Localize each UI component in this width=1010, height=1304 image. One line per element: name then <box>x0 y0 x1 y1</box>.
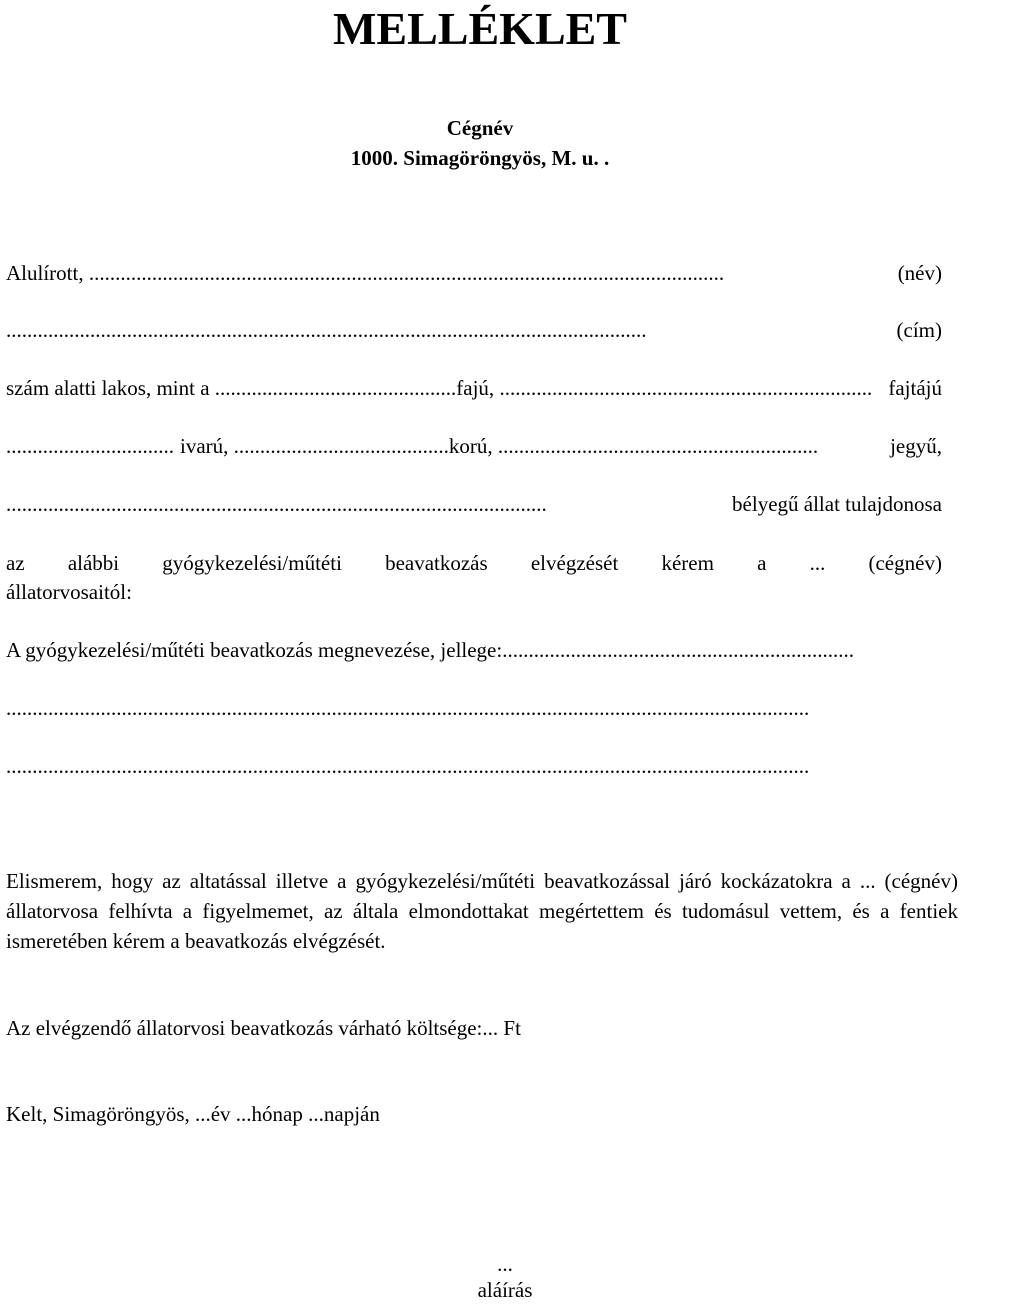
name-line-suffix: (név) <box>897 261 942 285</box>
species-line-prefix: szám alatti lakos, mint a <box>6 376 215 400</box>
request-word: (cégnév) <box>868 551 942 575</box>
date-line: Kelt, Simagöröngyös, ...év ...hónap ...napján <box>6 1102 380 1126</box>
name-line-prefix: Alulírott, <box>6 261 89 285</box>
sex-label: ivarú, <box>180 434 234 458</box>
name-line <box>6 260 942 286</box>
procedure-continuation-1 <box>6 695 942 721</box>
procedure-line <box>6 637 942 663</box>
request-word: a <box>757 551 767 575</box>
request-line-end: állatorvosaitól: <box>6 580 132 604</box>
company-address: 1000. Simagöröngyös, M. u. . <box>350 146 610 170</box>
procedure-field-3[interactable]: ......................................................................................................................................................... <box>6 754 810 778</box>
request-word: elvégzését <box>530 551 619 575</box>
stamp-field[interactable]: ....................................................................................................... <box>6 492 547 516</box>
mark-label: jegyű, <box>890 434 942 458</box>
company-blank[interactable]: ... <box>809 551 826 575</box>
name-field[interactable]: ......................................................................................................................... <box>88 261 725 285</box>
cost-line: Az elvégzendő állatorvosi beavatkozás várható költsége:... Ft <box>6 1016 521 1040</box>
breed-field[interactable]: ....................................................................... <box>499 376 873 400</box>
mark-field[interactable]: ............................................................. <box>497 434 819 458</box>
procedure-field-2[interactable]: ......................................................................................................................................................... <box>6 696 810 720</box>
request-word: gyógykezelési/műtéti <box>162 551 342 575</box>
owner-line-suffix: bélyegű állat tulajdonosa <box>732 492 942 516</box>
request-word: az <box>6 551 25 575</box>
procedure-continuation-2 <box>6 753 942 779</box>
age-field[interactable]: ......................................... <box>233 434 449 458</box>
species-label: fajú, <box>456 376 500 400</box>
address-line <box>6 317 942 343</box>
sex-age-line <box>6 433 942 459</box>
age-label: korú, <box>448 434 498 458</box>
acknowledgement-paragraph: Elismerem, hogy az altatással illetve a gyógykezelési/műtéti beavatkozással járó kockázatokra a ... (cégnév) állatorvosa felhívta a figyelmemet, az általa elmondottakat megértettem és tudomásul vettem, és a fentiek ismeretében kérem a beavatkozás elvégzését. <box>6 869 958 953</box>
procedure-field[interactable]: ................................................................... <box>502 638 854 662</box>
address-field[interactable]: .......................................................................................................................... <box>6 318 647 342</box>
request-line <box>6 550 942 576</box>
signature-line[interactable]: ... <box>497 1252 513 1276</box>
sex-field[interactable]: ................................ <box>6 434 174 458</box>
request-word: kérem <box>661 551 714 575</box>
document-title: MELLÉKLET <box>333 3 627 54</box>
owner-line <box>6 491 942 517</box>
procedure-label: A gyógykezelési/műtéti beavatkozás megnevezése, jellege: <box>6 638 503 662</box>
signature-label: aláírás <box>477 1278 533 1302</box>
breed-label: fajtájú <box>888 376 942 400</box>
species-field[interactable]: .............................................. <box>214 376 457 400</box>
company-name: Cégnév <box>446 116 514 140</box>
request-word: beavatkozás <box>385 551 488 575</box>
species-line <box>6 375 942 401</box>
address-line-suffix: (cím) <box>896 318 942 342</box>
request-word: alábbi <box>67 551 120 575</box>
